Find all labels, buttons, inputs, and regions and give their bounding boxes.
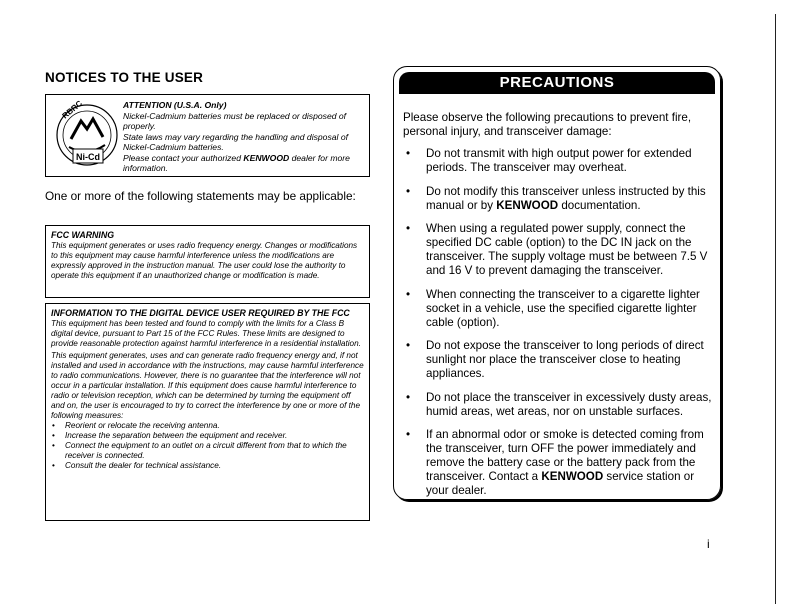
fcc-warning-body: This equipment generates or uses radio frequency energy. Changes or modifications to this equipment may cause harmful interference unless the modifications are expressly approved in the instruction manual. The user could lose the authority to operate this equipment if an unauthorized change or modification is made. bbox=[51, 240, 358, 280]
measures-list bbox=[51, 421, 364, 471]
measure-item: • Consult the dealer for technical assistance. bbox=[51, 461, 364, 471]
logo-rbrc-text: RBRC bbox=[60, 99, 84, 121]
precaution-text: Do not modify this transceiver unless instructed by this manual or by bbox=[426, 184, 706, 212]
fcc-warning-title: FCC WARNING bbox=[51, 230, 115, 240]
measure-item: • Connect the equipment to an outlet on a circuit different from that to which the receiver is connected. bbox=[51, 441, 364, 461]
battery-notice-text bbox=[123, 100, 366, 174]
notices-title: NOTICES TO THE USER bbox=[45, 70, 204, 85]
precaution-item bbox=[403, 428, 715, 498]
attention-heading: ATTENTION (U.S.A. Only) bbox=[123, 100, 227, 110]
rbrc-recycle-icon bbox=[51, 99, 121, 171]
precaution-item: • When using a regulated power supply, connect the specified DC cable (option) to the DC IN jack on the transceiver. The supply voltage must be between 7.5 V and 16 V to prevent damaging the transceiver. bbox=[403, 222, 715, 278]
precautions-box bbox=[393, 66, 721, 500]
precaution-item: • Do not expose the transceiver to long periods of direct sunlight nor place the transceiver close to heating appliances. bbox=[403, 339, 715, 381]
precaution-item: • When connecting the transceiver to a cigarette lighter socket in a vehicle, use the specified cigarette lighter cable (option). bbox=[403, 288, 715, 330]
precaution-text: If an abnormal odor or smoke is detected coming from the transceiver, turn OFF the power immediately and remove the battery case or the battery pack from the transceiver. Contact a bbox=[426, 428, 704, 483]
brand-kenwood: KENWOOD bbox=[243, 152, 290, 163]
precautions-list bbox=[403, 147, 715, 508]
brand-kenwood: KENWOOD bbox=[496, 198, 559, 212]
applicable-statement: One or more of the following statements may be applicable: bbox=[45, 189, 356, 203]
digital-device-title: INFORMATION TO THE DIGITAL DEVICE USER REQUIRED BY THE FCC bbox=[51, 308, 350, 318]
digital-device-box bbox=[45, 303, 370, 521]
page-number: i bbox=[707, 537, 710, 551]
battery-line-2: State laws may vary regarding the handling and disposal of Nickel-Cadmium batteries. bbox=[123, 131, 349, 152]
digital-device-para-2: This equipment generates, uses and can generate radio frequency energy and, if not installed and used in accordance with the instructions, may cause harmful interference to radio communications. However, there is no guarantee that the interference will not occur in a particular installation. If this equipment does cause harmful interference to radio or television reception, which can be determined by turning the equipment off and on, the user is encouraged to try to correct the interference by one or more of the following measures: bbox=[51, 350, 364, 420]
precaution-item: • Do not place the transceiver in excessively dusty areas, humid areas, wet areas, nor on unstable surfaces. bbox=[403, 391, 715, 419]
precaution-item bbox=[403, 185, 715, 213]
battery-notice-box bbox=[45, 94, 370, 177]
precaution-item: • Do not transmit with high output power for extended periods. The transceiver may overheat. bbox=[403, 147, 715, 175]
battery-line-3-a: Please contact your authorized bbox=[123, 152, 244, 163]
precaution-text: documentation. bbox=[558, 198, 641, 212]
precautions-intro: Please observe the following precautions to prevent fire, personal injury, and transceiver damage: bbox=[403, 111, 692, 138]
brand-kenwood: KENWOOD bbox=[541, 470, 604, 483]
fcc-warning-box bbox=[45, 225, 370, 298]
logo-ni-cd-text: Ni-Cd bbox=[76, 152, 100, 162]
battery-line-1: Nickel-Cadmium batteries must be replaced or disposed of properly. bbox=[123, 110, 347, 131]
digital-device-para-1: This equipment has been tested and found to comply with the limits for a Class B digital device, pursuant to Part 15 of the FCC Rules. These limits are designed to provide reasonable protection against harmful interference in a residential installation. bbox=[51, 318, 361, 348]
precautions-header: PRECAUTIONS bbox=[399, 72, 715, 94]
precaution-text: service station or your dealer. bbox=[426, 470, 695, 497]
page-edge-rule bbox=[775, 14, 776, 604]
measure-item: • Increase the separation between the equipment and receiver. bbox=[51, 431, 364, 441]
battery-line-3-b: dealer for more information. bbox=[123, 152, 350, 173]
battery-line-3 bbox=[123, 153, 366, 174]
measure-item: • Reorient or relocate the receiving antenna. bbox=[51, 421, 364, 431]
